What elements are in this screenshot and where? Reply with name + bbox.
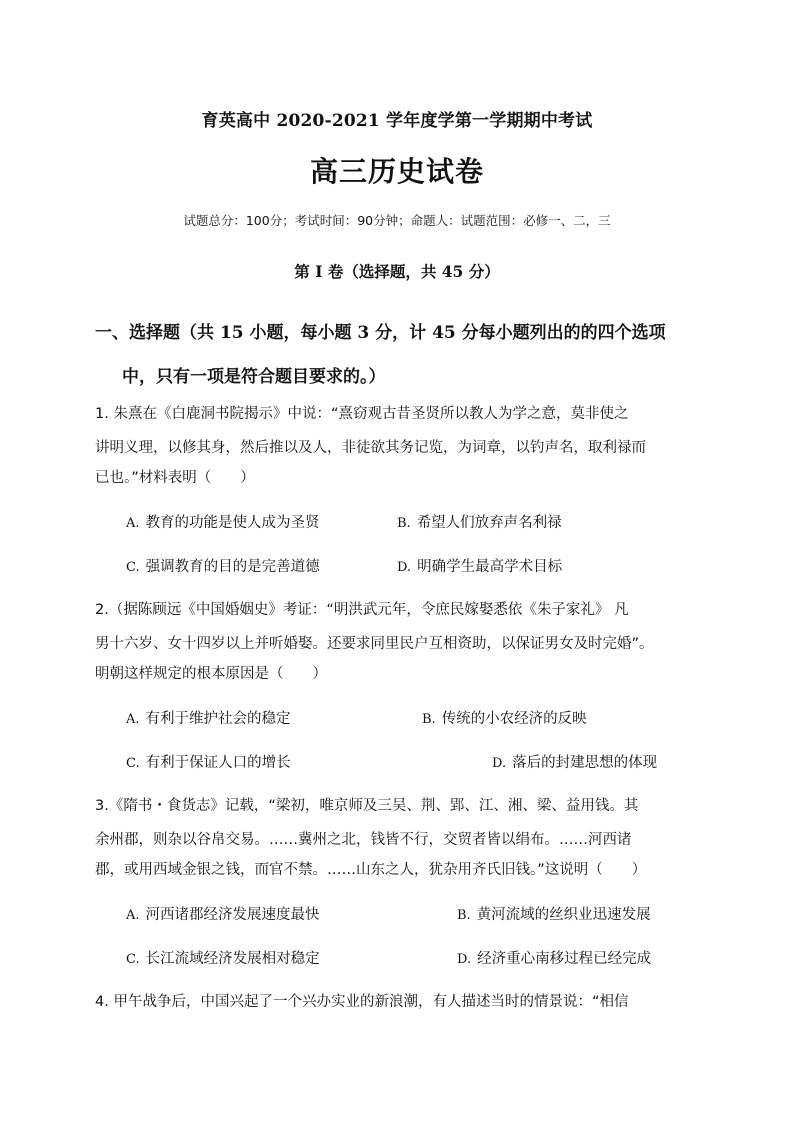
question-3-option-b: B. 黄河流域的丝织业迅速发展 <box>457 907 651 923</box>
question-2-option-b: B. 传统的小农经济的反映 <box>422 711 587 727</box>
question-3-option-d: D. 经济重心南移过程已经完成 <box>457 951 652 967</box>
volume-title: 第 I 卷（选择题，共 45 分） <box>294 262 500 281</box>
question-1-option-b: B. 希望人们放弃声名利禄 <box>397 515 562 531</box>
question-1-option-c: C. 强调教育的目的是完善道德 <box>126 559 320 575</box>
question-2-line-2: 男十六岁、女十四岁以上并听婚娶。还要求同里民户互相资助，以保证男女及时完婚”。 <box>95 636 654 652</box>
section-heading: 一、选择题（共 15 小题，每小题 3 分，计 45 分每小题列出的的四个选项 <box>95 323 666 343</box>
question-1-option-d: D. 明确学生最高学术目标 <box>397 559 563 575</box>
question-1-option-a: A. 教育的功能是使人成为圣贤 <box>126 515 320 531</box>
question-3-option-a: A. 河西诸郡经济发展速度最快 <box>126 907 320 923</box>
question-2-line-3: 明朝这样规定的根本原因是（ ） <box>95 666 327 682</box>
exam-info: 试题总分：100分；考试时间：90分钟；命题人：试题范围：必修一、二，三 <box>183 213 611 228</box>
question-3-line-3: 郡，或用西域金银之钱，而官不禁。……山东之人，犹杂用齐氏旧钱。”这说明（ ） <box>95 862 647 878</box>
section-heading-continued: 中，只有一项是符合题目要求的。） <box>122 367 386 387</box>
question-4-line-1: 4. 甲午战争后，中国兴起了一个兴办实业的新浪潮，有人描述当时的情景说：“相信 <box>95 994 629 1010</box>
exam-title: 育英高中 2020-2021 学年度学第一学期期中考试 <box>201 111 593 131</box>
question-2-option-a: A. 有利于维护社会的稳定 <box>126 711 291 727</box>
subject-title: 高三历史试卷 <box>309 155 484 188</box>
question-2-option-d: D. 落后的封建思想的体现 <box>492 755 658 771</box>
question-1-line-2: 讲明义理，以修其身，然后推以及人，非徒欲其务记览，为词章，以钓声名，取利禄而 <box>95 440 646 456</box>
question-2-line-1: 2.（据陈顾远《中国婚姻史》考证：“明洪武元年，令庶民嫁娶悉依《朱子家礼》 凡 <box>95 602 629 618</box>
question-3-line-2: 余州郡，则杂以谷帛交易。……冀州之北，钱皆不行，交贸者皆以绢布。……河西诸 <box>95 832 632 848</box>
question-3-option-c: C. 长江流域经济发展相对稳定 <box>126 951 320 967</box>
question-2-option-c: C. 有利于保证人口的增长 <box>126 755 291 771</box>
question-1-line-1: 1. 朱熹在《白鹿洞书院揭示》中说：“熹窃观古昔圣贤所以教人为学之意，莫非使之 <box>95 406 629 422</box>
question-3-line-1: 3.《隋书・食货志》记载，“梁初，唯京师及三吴、荆、郢、江、湘、梁、益用钱。其 <box>95 798 639 814</box>
question-1-line-3: 已也。”材料表明（ ） <box>95 470 255 486</box>
